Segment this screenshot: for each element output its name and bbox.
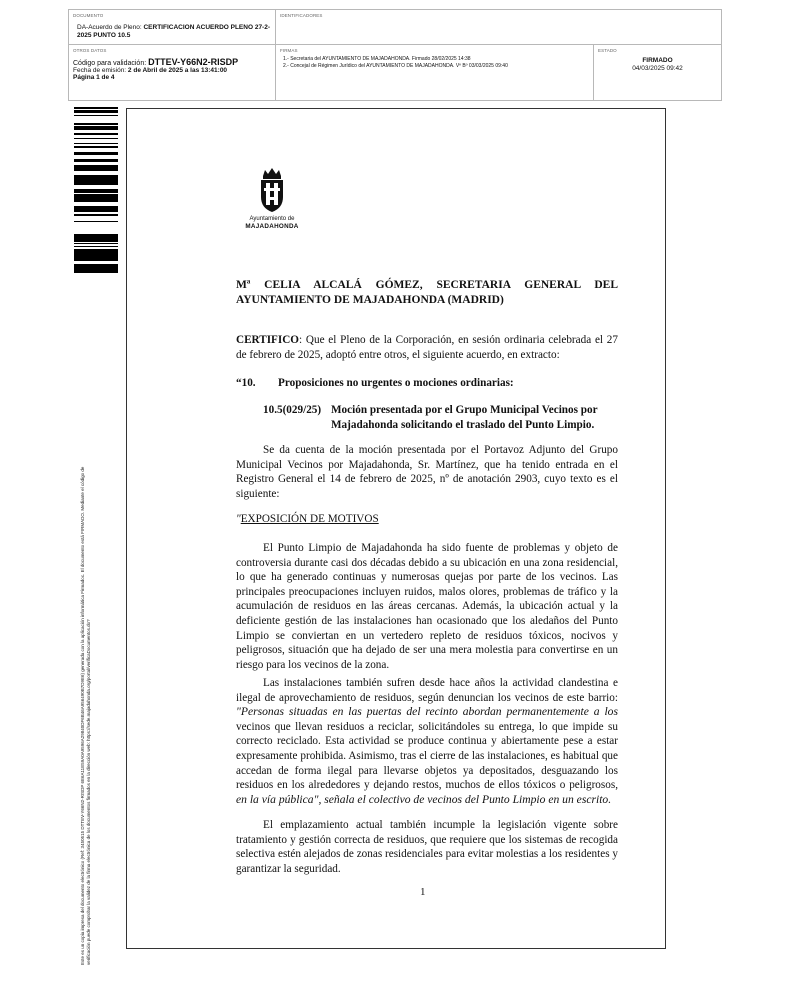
validation-code[interactable]: DTTEV-Y66N2-RISDP: [148, 57, 239, 67]
secretary-heading: Mª CELIA ALCALÁ GÓMEZ, SECRETARIA GENERAL DEL AYUNTAMIENTO DE MAJADAHONDA (MADRID): [236, 279, 618, 306]
emission-line: [73, 67, 271, 74]
agenda-point-title: Proposiciones no urgentes o mociones ordinarias:: [278, 377, 514, 389]
estado-status: FIRMADO: [642, 57, 673, 64]
agenda-point-number: “10.: [236, 377, 256, 389]
certifico-paragraph: [236, 333, 618, 362]
side-text-line: Este es un copia impresa del documento electrónico (Ref: 3450515 DTTEV-Y66N2-RISDP 6E6A11E59A0A9596A29840DF6B46A956490B7D9E6) generada con la aplicación informática Firmadoc. El documento está FIRMADO. Mediante el código de: [80, 466, 85, 965]
barcode-icon: [74, 107, 118, 275]
certifico-text: : Que el Pleno de la Corporación, en sesión ordinaria celebrada el 27 de febrero de 2025, adoptó entre otros, el siguiente acuerdo, en extracto:: [236, 334, 618, 361]
estado-cell: [594, 45, 721, 100]
expo-quote: ": [236, 513, 241, 525]
paragraph-cuenta: Se da cuenta de la moción presentada por el Portavoz Adjunto del Grupo Municipal Vecinos por Majadahonda, Sr. Martínez, que ha tenido entrada en el Registro General el 14 de febrero de 2025, nº de anotación 2903, cuyo texto es el siguiente:: [236, 444, 618, 500]
page-count: Página 1 de 4: [73, 74, 115, 81]
paragraph-1: El Punto Limpio de Majadahonda ha sido fuente de problemas y objeto de controversia durante casi dos décadas debido a su ubicación en una zona residencial, lo que ha generado continuas y numerosas quejas por parte de los vecinos. Las principales preocupaciones incluyen ruidos, malos olores, problemas de tráfico y la acumulación de residuos en las áreas cercanas. Además, la ubicación actual y la deficiente gestión de las instalaciones han ocasionado que los aledaños del Punto Limpio se conviertan en un vertedero repleto de residuos tóxicos, nocivos y peligrosos, situación que ha dejado de ser una mera molestia para convertirse en un riesgo para los vecinos de la zona.: [236, 542, 618, 671]
coat-of-arms-icon: [257, 167, 287, 213]
firma-item: 2.- Concejal de Régimen Jurídico del AYUNTAMIENTO DE MAJADAHONDA. Vº Bº 03/03/2025 09:40: [283, 63, 508, 69]
emission-label: Fecha de emisión:: [73, 67, 128, 74]
paragraph-2-quote-1: "Personas situadas en las puertas del recinto abordan permanentemente a los: [236, 705, 618, 719]
estado-label: ESTADO: [598, 48, 617, 53]
paragraph-2-a: Las instalaciones también sufren desde hace años la actividad clandestina e ilegal de aprovechamiento de residuos, según denuncian los vecinos de este barrio:: [236, 677, 618, 704]
exposicion-heading: [236, 512, 618, 527]
page-number: 1: [420, 886, 426, 898]
estado-date: 04/03/2025 09:42: [632, 65, 683, 72]
firmas-label: FIRMAS: [280, 48, 298, 53]
documento-cell: [69, 10, 276, 45]
motion-title: Moción presentada por el Grupo Municipal Vecinos por Majadahonda solicitando el traslado del Punto Limpio.: [331, 404, 598, 431]
identificadores-cell: [276, 10, 721, 45]
certifico-label: CERTIFICO: [236, 334, 300, 346]
expo-title: EXPOSICIÓN DE MOTIVOS: [240, 513, 379, 525]
firmas-cell: [276, 45, 594, 100]
city-logo: [236, 165, 308, 233]
validation-label: Código para validación:: [73, 60, 149, 67]
logo-line-2: MAJADAHONDA: [245, 223, 299, 230]
side-verification-text: [80, 300, 98, 965]
identificadores-label: IDENTIFICADORES: [280, 13, 323, 18]
documento-value: [77, 24, 271, 40]
side-text-block: [80, 300, 92, 965]
motion-number: 10.5(029/25): [263, 404, 322, 416]
documento-title: CERTIFICACION ACUERDO PLENO 27-2-2025 PUNTO 10.5: [77, 24, 271, 39]
logo-line-1: Ayuntamiento de: [249, 216, 295, 222]
paragraph-2-quote-2: en la vía pública", señala el colectivo de vecinos del Punto Limpio en un escrito.: [236, 792, 612, 806]
paragraph-3: El emplazamiento actual también incumple la legislación vigente sobre tratamiento y gestión correcta de residuos, que requiere que los sistemas de recogida selectiva estén alejados de zonas residenciales para evitar molestias a los residentes y garantizar la seguridad.: [236, 819, 618, 875]
firma-item: 1.- Secretaria del AYUNTAMIENTO DE MAJADAHONDA. Firmado 28/02/2025 14:38: [283, 56, 471, 62]
estado-value: [598, 57, 717, 73]
otros-datos-label: OTROS DATOS: [73, 48, 107, 53]
documento-prefix: DA-Acuerdo de Pleno:: [77, 24, 144, 31]
paragraph-2-b: vecinos que llevan residuos a reciclar, solicitándoles su entrega, lo que impide su correcto reciclado. Esta actividad se produce continua y abiertamente pese a estar expresamente prohibida. Asimismo, tras el cierre de las instalaciones, es habitual que accedan de forma ilegal para llevarse objetos ya depositados, desguazando los residuos en los alrededores y dejando restos, muchos de ellos tóxicos o peligrosos,: [236, 720, 618, 792]
agenda-point: [236, 376, 618, 391]
motion-item: [263, 403, 618, 432]
paragraph-2: [236, 676, 618, 807]
side-text-line: verificación puede comprobar la validez de la firma electrónica de los documentos firmados en la dirección web: https://sede.majadahonda.org/portal/verificaDocumentos.do?: [86, 619, 91, 965]
documento-label: DOCUMENTO: [73, 13, 104, 18]
validation-line: [73, 57, 271, 67]
otros-datos-cell: [69, 45, 276, 100]
emission-value: 2 de Abril de 2025 a las 13:41:00: [127, 67, 228, 74]
document-header-table: [68, 9, 722, 101]
